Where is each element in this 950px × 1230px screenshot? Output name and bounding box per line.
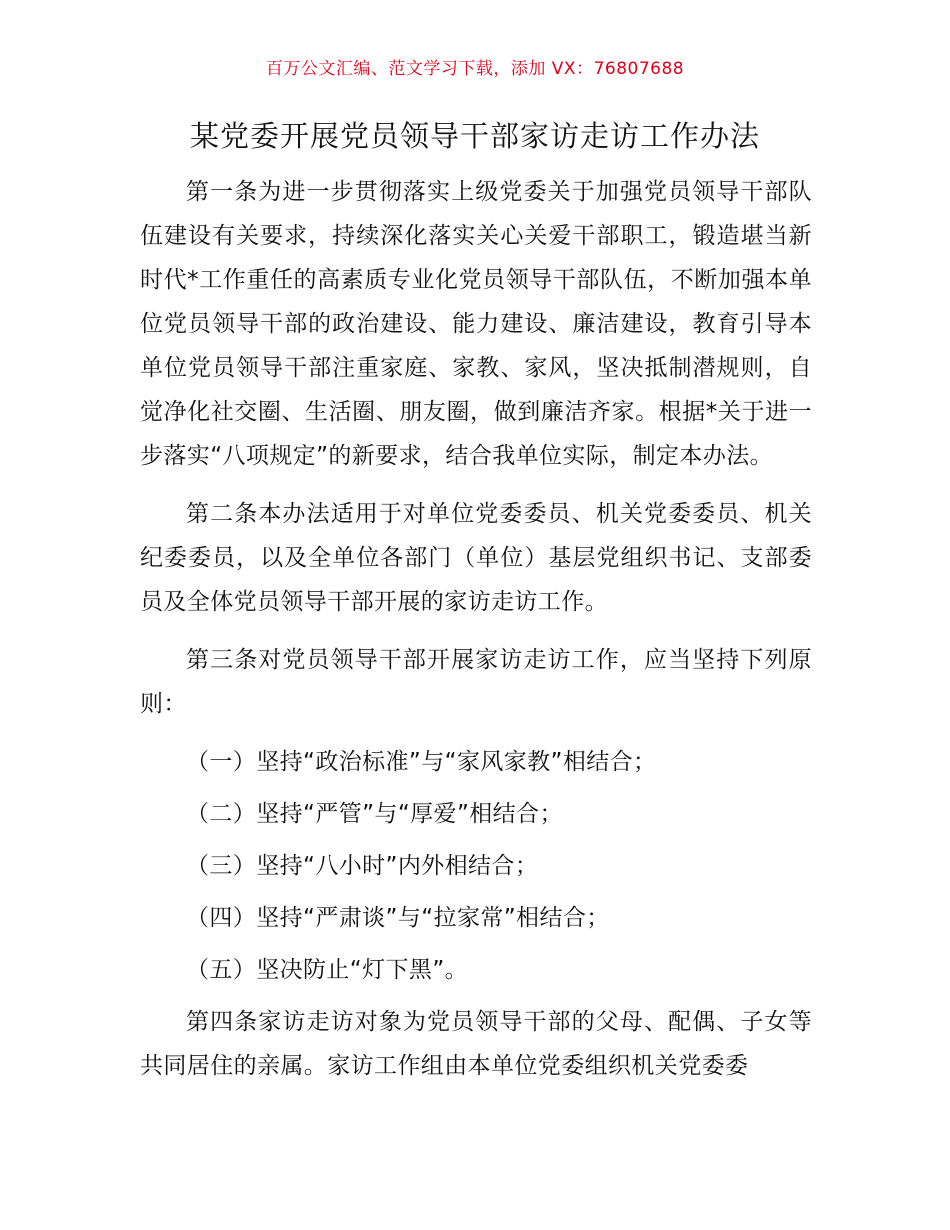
principle-item: （二）坚持“严管”与“厚爱”相结合； xyxy=(186,801,563,827)
article-4: 第四条家访走访对象为党员领导干部的父母、配偶、子女等共同居住的亲属。家访工作组由本单位党委组织机关党委委 xyxy=(140,1009,812,1079)
article-2: 第二条本办法适用于对单位党委委员、机关党委委员、机关纪委委员，以及全单位各部门（单位）基层党组织书记、支部委员及全体党员领导干部开展的家访走访工作。 xyxy=(140,501,812,615)
principle-item: （四）坚持“严肃谈”与“拉家常”相结合； xyxy=(186,905,610,931)
principle-item: （五）坚决防止“灯下黑”。 xyxy=(186,957,469,983)
page-title: 某党委开展党员领导干部家访走访工作办法 xyxy=(189,119,760,153)
document-body xyxy=(140,170,812,1102)
watermark-banner: 百万公文汇编、范文学习下载，添加 VX：76807688 xyxy=(265,59,685,79)
article-3: 第三条对党员领导干部开展家访走访工作，应当坚持下列原则： xyxy=(140,647,812,717)
article-1: 第一条为进一步贯彻落实上级党委关于加强党员领导干部队伍建设有关要求，持续深化落实关心关爱干部职工，锻造堪当新时代*工作重任的高素质专业化党员领导干部队伍，不断加强本单位党员领导干部的政治建设、能力建设、廉洁建设，教育引导本单位党员领导干部注重家庭、家教、家风，坚决抵制潜规则，自觉净化社交圈、生活圈、朋友圈，做到廉洁齐家。根据*关于进一步落实“八项规定”的新要求，结合我单位实际，制定本办法。 xyxy=(140,179,812,469)
principle-item: （一）坚持“政治标准”与“家风家教”相结合； xyxy=(186,749,657,775)
principle-item: （三）坚持“八小时”内外相结合； xyxy=(186,853,539,879)
